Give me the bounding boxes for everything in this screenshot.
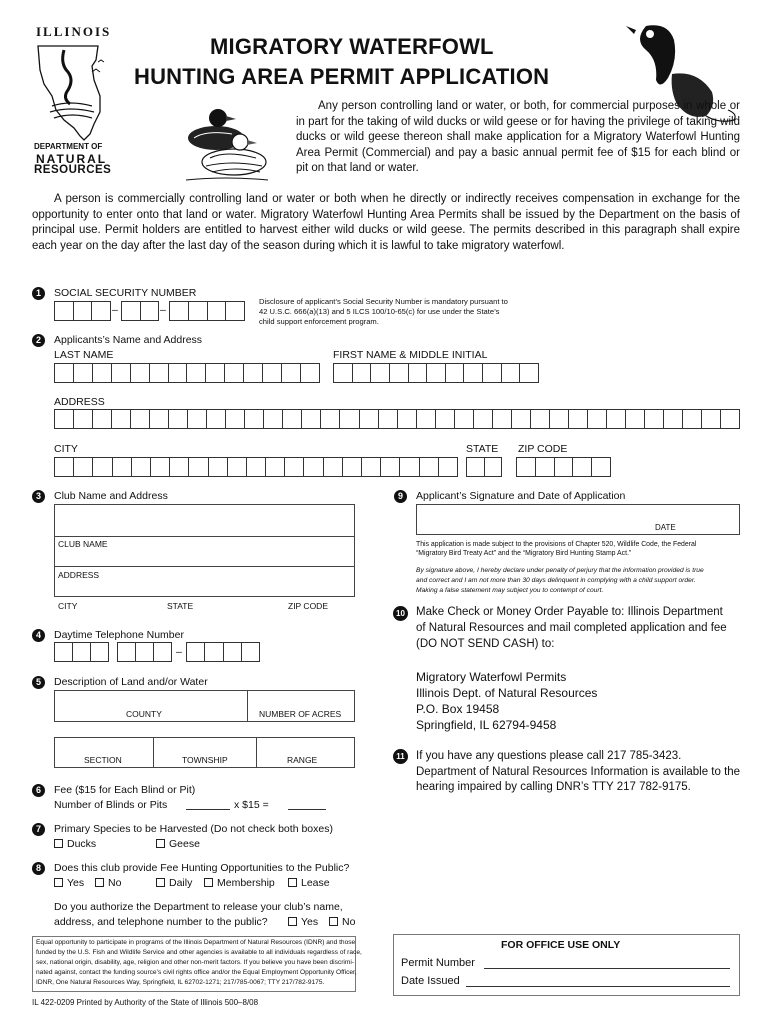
city-input[interactable] [54,457,458,477]
page-title-line1: MIGRATORY WATERFOWL [210,34,494,59]
blinds-count-input[interactable] [186,799,230,810]
section-number-8: 8 [32,862,45,875]
section-number-11: 11 [393,749,408,764]
club-name-label: CLUB NAME [58,539,108,549]
mailing-address-line3: P.O. Box 19458 [416,702,500,716]
eeo-line2: funded by the U.S. Fish and Wildlife Service and other agencies is available to all individuals regardless of race, [36,949,362,956]
form-footer: IL 422-0209 Printed by Authority of the State of Illinois 500–8/08 [32,998,259,1007]
fee-total-input[interactable] [288,799,326,810]
last-name-label: LAST NAME [54,349,114,361]
ssn-disclosure-line3: child support enforcement program. [259,317,379,326]
ssn-label: SOCIAL SECURITY NUMBER [54,287,197,299]
range-label: RANGE [287,755,318,765]
applicant-section-label: Applicants’s Name and Address [54,334,203,346]
section-number-10: 10 [393,606,408,621]
club-state-label: STATE [167,601,194,611]
idnr-logo [34,24,112,176]
hunting-membership-checkbox[interactable] [204,877,275,889]
release-question-line1: Do you authorize the Department to release your club’s name, [54,901,343,913]
state-input[interactable] [466,457,502,477]
hunting-daily-checkbox[interactable] [156,877,192,889]
section-number-7: 7 [32,823,45,836]
office-use-title: FOR OFFICE USE ONLY [501,939,621,951]
species-ducks-label: Ducks [67,838,97,850]
permit-number-label: Permit Number [401,957,475,969]
section-number-3: 3 [32,490,45,503]
first-name-label: FIRST NAME & MIDDLE INITIAL [333,349,488,361]
section-number-5: 5 [32,676,45,689]
payment-line2: of Natural Resources and mail completed application and fee [416,622,727,634]
ducks-illustration-icon [176,100,276,186]
release-yes-checkbox[interactable] [288,916,318,928]
fee-label: Fee ($15 for Each Blind or Pit) [54,784,196,796]
ssn-disclosure-line2: 42 U.S.C. 666(a)(13) and 5 ILCS 100/10-65(c) for use under the State’s [259,307,500,316]
ssn-dash-2: – [160,304,166,316]
intro-paragraph-1: Any person controlling land or water, or both, for commercial purposes in whole or in part for the taking of wild ducks or wild geese or for having the privilege of taking wild ducks or wild geese thereon shall make application for a Migratory Waterfowl Hunting Area Permit (Commercial) and pay a basic annual permit fee of $15 for each blind or pit on that land or water. [296,100,740,175]
logo-dept-line3: RESOURCES [34,164,112,176]
ssn-disclosure-line1: Disclosure of applicant’s Social Security Number is mandatory pursuant to [259,297,508,306]
fee-hunting-yes-checkbox[interactable] [54,877,84,889]
section-number-4: 4 [32,629,45,642]
signature-label: Applicant’s Signature and Date of Application [416,490,626,502]
ssn-group-input[interactable] [121,301,159,321]
illinois-map-icon [34,40,112,144]
first-name-input[interactable] [333,363,539,383]
payment-line1: Make Check or Money Order Payable to: Illinois Department [416,606,723,618]
questions-line2: Department of Natural Resources Information is available to the [416,766,741,778]
species-ducks-checkbox[interactable] [54,838,96,850]
logo-state-name: ILLINOIS [36,24,112,39]
zip-input[interactable] [516,457,611,477]
phone-dash: – [176,646,182,658]
species-geese-label: Geese [169,838,200,850]
club-city-label: CITY [58,601,78,611]
page-title-line2: HUNTING AREA PERMIT APPLICATION [134,64,550,89]
fee-hunting-no-label: No [108,877,122,889]
signature-field[interactable] [416,504,740,535]
section-label: SECTION [84,755,122,765]
mailing-address-line1: Migratory Waterfowl Permits [416,670,567,684]
section-number-2: 2 [32,334,45,347]
hunting-daily-label: Daily [169,877,193,889]
date-issued-input[interactable] [466,976,730,987]
hunting-membership-label: Membership [217,877,275,889]
county-label: COUNTY [126,709,162,719]
township-label: TOWNSHIP [182,755,228,765]
fee-multiplier-label: x $15 = [234,799,269,811]
signature-date-label: DATE [655,523,676,532]
date-issued-label: Date Issued [401,975,460,987]
ssn-serial-input[interactable] [169,301,245,321]
permit-number-input[interactable] [484,958,730,969]
blinds-label: Number of Blinds or Pits [54,799,168,811]
fee-hunting-no-checkbox[interactable] [95,877,121,889]
state-label: STATE [466,443,499,455]
fee-hunting-yes-label: Yes [67,877,85,889]
fee-hunting-label: Does this club provide Fee Hunting Opportunities to the Public? [54,862,350,874]
intro-paragraph-2: A person is commercially controlling land or water or both when he directly or indirectly receives compensation in exchange for the opportunity to enter onto that land or water. Migratory Waterfowl Hunting Area Permits shall be issued by the Department on the basis of principal use. Permit holders are entitled to harvest either wild ducks or wild geese. The permits described in this paragraph shall expire each year on the day after the last day of the season during which it is lawful to take migratory waterfowl. [32,193,740,252]
land-description-label: Description of Land and/or Water [54,676,208,688]
phone-prefix-input[interactable] [117,642,172,662]
logo-dept-line2: NATURAL [36,152,108,166]
perjury-line1: By signature above, I hereby declare under penalty of perjury that the information provided is true [416,567,704,574]
release-question-line2: address, and telephone number to the public? [54,916,268,928]
section-number-1: 1 [32,287,45,300]
acres-label: NUMBER OF ACRES [259,709,342,719]
payment-line3: (DO NOT SEND CASH) to: [416,638,555,650]
perjury-line3: Making a false statement may subject you to contempt of court. [416,587,604,594]
eeo-line5: IDNR, One Natural Resources Way, Springfield, IL 62702-1271; 217/785-0067; TTY 217/782-9175. [36,979,325,986]
questions-line3: hearing impaired by calling DNR’s TTY 217 782-9175. [416,781,691,793]
hunting-lease-label: Lease [301,877,330,889]
club-address-label: ADDRESS [58,570,100,580]
phone-line-input[interactable] [186,642,260,662]
ssn-dash-1: – [112,304,118,316]
hunting-lease-checkbox[interactable] [288,877,330,889]
phone-label: Daytime Telephone Number [54,629,184,641]
species-label: Primary Species to be Harvested (Do not check both boxes) [54,823,333,835]
club-name-field[interactable] [54,504,355,537]
eeo-line4: nated against, contact the funding source’s civil rights office and/or the Equal Employment Opportunity Officer, [36,969,357,976]
section-number-9: 9 [394,490,407,503]
club-city-field[interactable] [54,566,355,597]
species-geese-checkbox[interactable] [156,838,200,850]
logo-dept-line1: DEPARTMENT OF [34,142,103,151]
club-zip-label: ZIP CODE [288,601,328,611]
mailing-address-line4: Springfield, IL 62794-9458 [416,718,557,732]
ssn-area-input[interactable] [54,301,111,321]
phone-area-code-input[interactable] [54,642,109,662]
release-no-checkbox[interactable] [329,916,355,928]
address-input[interactable] [54,409,740,429]
last-name-input[interactable] [54,363,320,383]
provision-line1: This application is made subject to the provisions of Chapter 520, Wildlife Code, the Federal [416,541,697,548]
eeo-line1: Equal opportunity to participate in programs of the Illinois Department of Natural Resources (IDNR) and those [36,939,356,946]
provision-line2: “Migratory Bird Treaty Act” and the “Migratory Bird Hunting Stamp Act.” [416,550,632,557]
club-section-label: Club Name and Address [54,490,168,502]
release-yes-label: Yes [301,916,319,928]
address-label: ADDRESS [54,396,105,408]
mailing-address-line2: Illinois Dept. of Natural Resources [416,686,598,700]
questions-line1: If you have any questions please call 217 785-3423. [416,750,682,762]
perjury-line2: and correct and I am not more than 30 days delinquent in complying with a child support order. [416,577,696,584]
release-no-label: No [342,916,356,928]
eeo-line3: sex, national origin, disability, age, religion and other non-merit factors. If you believe you have been discrimi- [36,959,355,966]
zip-label: ZIP CODE [518,443,568,455]
section-number-6: 6 [32,784,45,797]
city-label: CITY [54,443,78,455]
